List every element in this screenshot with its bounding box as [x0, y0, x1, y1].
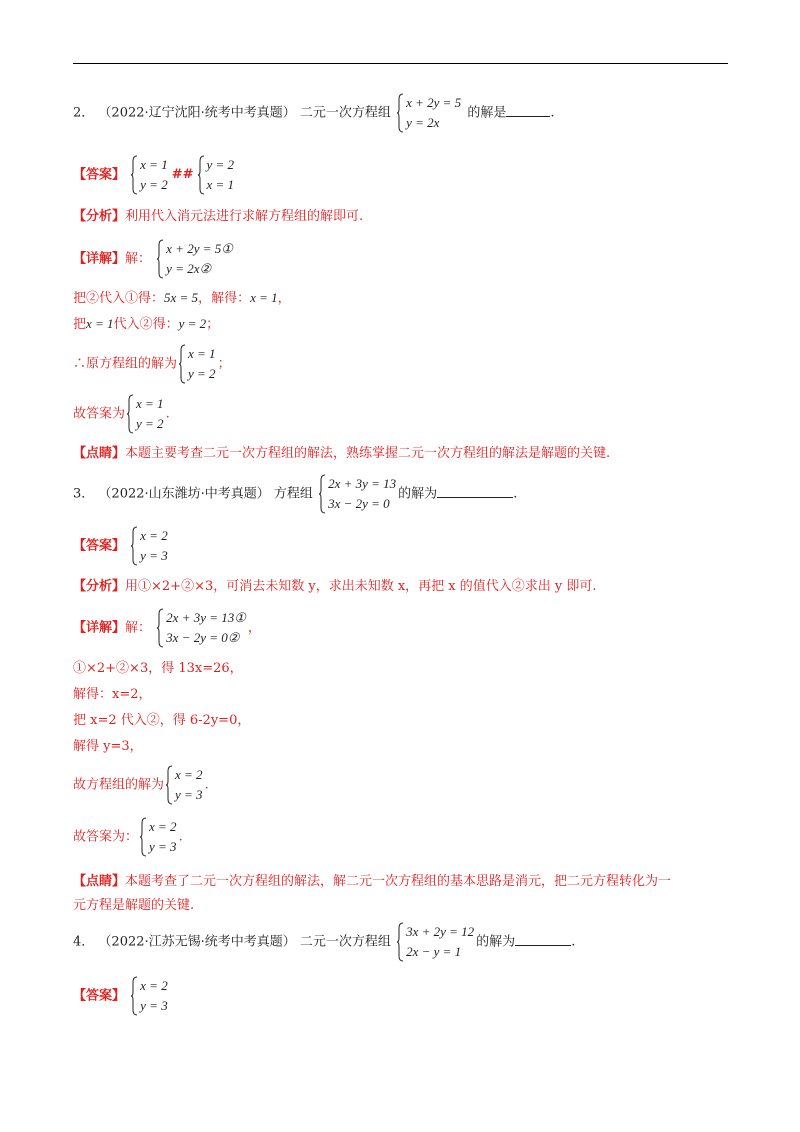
step-text: 把②代入①得： [73, 291, 165, 306]
solution-system [140, 817, 177, 857]
equation-row: y = 2 [206, 157, 235, 172]
question-source: （2022·江苏无锡·统考中考真题） [98, 934, 296, 950]
brace-icon [319, 474, 326, 514]
answer-system [131, 526, 168, 566]
brace-icon [166, 765, 173, 805]
step-text: ，解得： [198, 291, 251, 306]
step-text: 故方程组的解为 [73, 777, 165, 793]
q2-detail [73, 239, 235, 279]
equation-row: y = 3 [140, 998, 168, 1013]
answer-system-alt [198, 155, 235, 195]
math-expr: y = 2 [178, 316, 207, 331]
question-number: 4． [73, 934, 95, 950]
q3-step-3: 把 x=2 代入②，得 6-2y=0， [73, 713, 251, 728]
equation-system [397, 93, 461, 133]
equation-row: x + 2y = 5 [406, 95, 462, 110]
header-rule [73, 63, 728, 64]
brace-icon [397, 93, 404, 133]
detail-system [157, 608, 246, 648]
step-text: . [178, 829, 183, 845]
equation-row: x = 2 [149, 819, 177, 834]
separator-mark: ## [171, 167, 194, 182]
equation-row: 3x − 2y = 0 [328, 496, 390, 511]
review-tag: 【点睛】 [73, 446, 126, 461]
question-ask: 的解为 [398, 486, 438, 502]
brace-icon [131, 976, 138, 1016]
review-text: 本题主要考查二元一次方程组的解法，熟练掌握二元一次方程组的解法是解题的关键. [125, 446, 611, 461]
equation-row: x = 1 [136, 396, 164, 411]
answer-blank [515, 933, 571, 946]
step-text: . [165, 406, 170, 422]
equation-row: y = 2x② [166, 261, 212, 276]
math-expr: x = 1 [250, 290, 278, 305]
step-text: . [204, 777, 209, 793]
equation-row: x = 2 [140, 978, 168, 993]
question-number: 3． [73, 486, 95, 502]
equation-row: x + 2y = 5① [166, 241, 233, 256]
equation-row: x = 1 [188, 346, 216, 361]
equation-row: y = 2 [136, 416, 164, 431]
equation-row: 3x − 2y = 0② [166, 630, 240, 645]
q3-answer [73, 526, 170, 566]
brace-icon [131, 155, 138, 195]
answer-blank [437, 485, 513, 498]
equation-system [397, 922, 474, 962]
equation-row: x = 1 [140, 157, 168, 172]
equation-row: x = 1 [206, 177, 235, 192]
q4-answer [73, 976, 170, 1016]
review-tag: 【点睛】 [73, 874, 126, 889]
answer-system [131, 155, 168, 195]
analysis-text: 用①×2+②×3，可消去未知数 y，求出未知数 x，再把 x 的值代入②求出 y 即可. [125, 579, 597, 594]
equation-system [319, 474, 396, 514]
equation-row: y = 2x [406, 115, 440, 130]
equation-row: 2x + 3y = 13 [328, 476, 397, 491]
answer-tag: 【答案】 [73, 167, 126, 183]
question-stem: 二元一次方程组 [299, 105, 391, 121]
step-text: ， [247, 620, 261, 636]
step-text: ∴原方程组的解为 [73, 356, 178, 372]
q3-step-1: ①×2+②×3，得 13x=26， [73, 661, 243, 676]
brace-icon [397, 922, 404, 962]
detail-tag: 【详解】 [73, 251, 126, 267]
answer-tag: 【答案】 [73, 988, 126, 1004]
answer-system [131, 976, 168, 1016]
q2-analysis [73, 207, 363, 227]
step-text: ； [217, 356, 231, 372]
period: . [513, 486, 518, 502]
detail-lead: 解： [125, 620, 152, 636]
math-expr: 5x = 5 [164, 290, 199, 305]
detail-lead: 解： [125, 251, 152, 267]
period: . [571, 934, 576, 950]
q3-review [73, 872, 671, 892]
question-4 [73, 922, 575, 962]
brace-icon [157, 239, 164, 279]
step-text: 故答案为 [73, 406, 126, 422]
question-ask: 的解为 [476, 934, 516, 950]
q2-step-1 [73, 288, 291, 309]
analysis-tag: 【分析】 [73, 209, 126, 224]
q3-step-6 [73, 817, 183, 857]
equation-row: x = 2 [140, 528, 168, 543]
review-text: 本题考查了二元一次方程组的解法，解二元一次方程组的基本思路是消元，把二元方程转化为一 [125, 874, 672, 889]
brace-icon [131, 526, 138, 566]
q3-review-cont: 元方程是解题的关键. [73, 898, 195, 913]
brace-icon [140, 817, 147, 857]
equation-row: 3x + 2y = 12 [406, 924, 475, 939]
question-3 [73, 474, 517, 514]
analysis-tag: 【分析】 [73, 579, 126, 594]
equation-row: 2x − y = 1 [406, 944, 462, 959]
q3-analysis [73, 577, 597, 597]
step-text: 代入②得： [113, 317, 179, 332]
equation-row: y = 2 [188, 366, 216, 381]
answer-blank [506, 104, 550, 117]
equation-row: x = 2 [175, 767, 203, 782]
question-stem: 二元一次方程组 [299, 934, 391, 950]
period: . [550, 105, 555, 121]
equation-row: y = 3 [140, 548, 168, 563]
detail-system [157, 239, 233, 279]
brace-icon [157, 608, 164, 648]
brace-icon [127, 394, 134, 434]
q3-step-2: 解得：x=2， [73, 687, 152, 702]
brace-icon [179, 344, 186, 384]
question-number: 2． [73, 105, 95, 121]
math-expr: x = 1 [86, 316, 114, 331]
equation-row: y = 3 [149, 839, 177, 854]
detail-tag: 【详解】 [73, 620, 126, 636]
q2-answer [73, 155, 236, 195]
brace-icon [198, 155, 205, 195]
question-ask: 的解是 [467, 105, 507, 121]
step-text: 把 [73, 317, 87, 332]
step-text: ， [277, 291, 291, 306]
question-stem: 方程组 [273, 486, 313, 502]
q3-detail [73, 608, 261, 648]
equation-row: 2x + 3y = 13① [166, 610, 246, 625]
equation-row: y = 2 [140, 177, 168, 192]
question-source: （2022·山东潍坊·中考真题） [98, 486, 270, 502]
step-text: ； [206, 317, 220, 332]
solution-system [166, 765, 203, 805]
q2-step-4 [73, 394, 170, 434]
q2-review [73, 444, 610, 464]
q3-step-4: 解得 y=3， [73, 739, 143, 754]
q2-step-3 [73, 344, 231, 384]
solution-system [127, 394, 164, 434]
question-source: （2022·辽宁沈阳·统考中考真题） [98, 105, 296, 121]
answer-tag: 【答案】 [73, 538, 126, 554]
question-2 [73, 93, 554, 133]
equation-row: y = 3 [175, 787, 203, 802]
step-text: 故答案为： [73, 829, 139, 845]
solution-system [179, 344, 216, 384]
q3-step-5 [73, 765, 209, 805]
analysis-text: 利用代入消元法进行求解方程组的解即可. [125, 209, 364, 224]
q2-step-2 [73, 314, 219, 335]
